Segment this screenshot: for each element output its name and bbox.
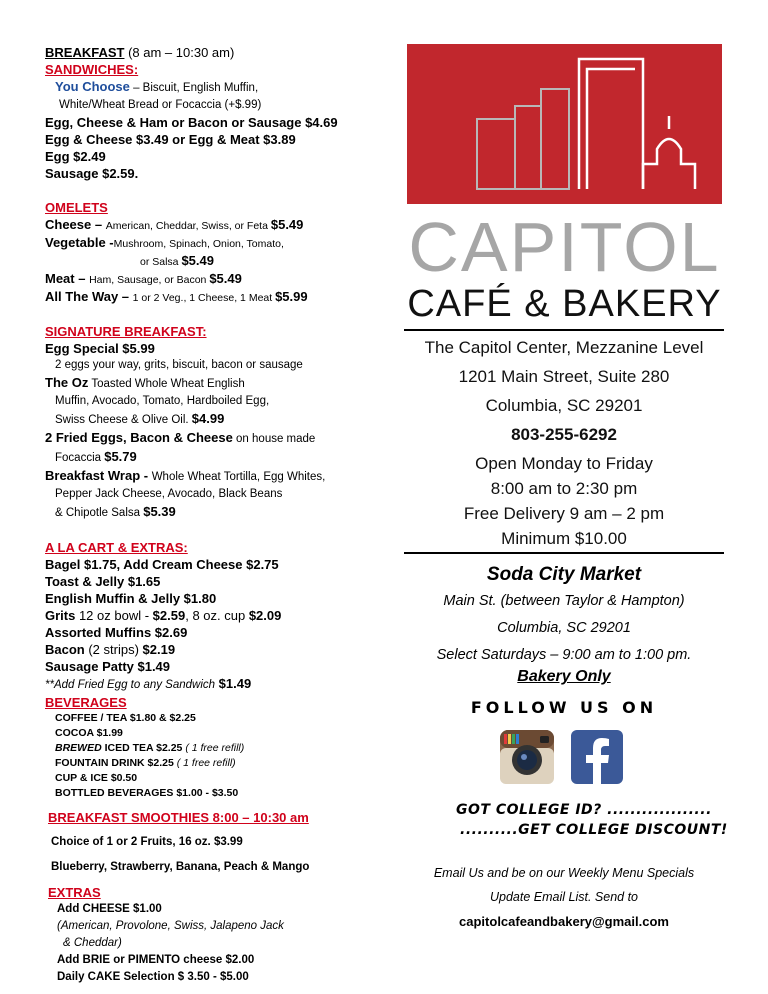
alacart-heading: A LA CART & EXTRAS: [45,540,188,555]
sandwich-item: Sausage $2.59. [45,166,139,181]
sandwich-item: Egg, Cheese & Ham or Bacon or Sausage $4.69 [45,115,338,130]
alacart-item: Toast & Jelly $1.65 [45,574,161,589]
facebook-icon[interactable] [571,730,623,784]
alacart-item: English Muffin & Jelly $1.80 [45,591,217,606]
bakery-only-label: Bakery Only [517,668,611,685]
omelets-heading: OMELETS [45,200,108,215]
location-line: The Capitol Center, Mezzanine Level [424,338,704,357]
breakfast-header: BREAKFAST (8 am – 10:30 am) [45,45,235,60]
extras-desc: & Cheddar) [63,937,122,949]
open-days: Open Monday to Friday [475,454,653,473]
alacart-item: Bacon (2 strips) $2.19 [45,642,176,657]
extras-item: Add BRIE or PIMENTO cheese $2.00 [57,954,255,966]
alacart-item: Bagel $1.75, Add Cream Cheese $2.75 [45,557,279,572]
instagram-icon[interactable] [500,730,554,784]
brand-title: CAPITOL [408,208,721,286]
signature-desc: Muffin, Avocado, Tomato, Hardboiled Egg, [55,395,270,407]
email-line-2: Update Email List. Send to [490,890,638,904]
sandwich-item: Egg & Cheese $3.49 or Egg & Meat $3.89 [45,132,296,147]
beverage-item: COFFEE / TEA $1.80 & $2.25 [55,712,196,724]
signature-desc: Focaccia $5.79 [55,449,137,464]
street-line: 1201 Main Street, Suite 280 [458,367,670,386]
soda-city-section [404,562,724,669]
smoothie-item: Choice of 1 or 2 Fruits, 16 oz. $3.99 [51,836,243,848]
extras-heading: EXTRAS [48,885,101,900]
sandwich-item: Egg $2.49 [45,149,106,164]
soda-city-street: Main St. (between Taylor & Hampton) [443,593,685,609]
signature-desc: Swiss Cheese & Olive Oil. $4.99 [55,411,225,426]
beverages-list [45,711,390,801]
you-choose-line: You Choose – Biscuit, English Muffin, [55,79,259,94]
beverage-item: BOTTLED BEVERAGES $1.00 - $3.50 [55,787,239,799]
email-address[interactable]: capitolcafeandbakery@gmail.com [459,914,669,929]
signature-desc: 2 eggs your way, grits, biscuit, bacon or sausage [55,359,303,371]
omelet-item: Vegetable -Mushroom, Spinach, Onion, Tomato, [45,235,284,250]
beverage-item: FOUNTAIN DRINK $2.25 ( 1 free refill) [55,757,236,769]
signature-desc: Pepper Jack Cheese, Avocado, Black Beans [55,488,283,500]
signature-item: Breakfast Wrap - Whole Wheat Tortilla, Egg Whites, [45,468,326,483]
delivery-line: Free Delivery 9 am – 2 pm [463,504,665,523]
smoothie-item: Blueberry, Strawberry, Banana, Peach & Mango [51,861,310,873]
extras-list [45,901,390,986]
city-line: Columbia, SC 29201 [485,396,643,415]
extras-item: Daily CAKE Selection $ 3.50 - $5.00 [57,971,249,983]
signature-item: 2 Fried Eggs, Bacon & Cheese on house made [45,430,316,445]
signature-item: The Oz Toasted Whole Wheat English [45,375,245,390]
omelet-item: Meat – Ham, Sausage, or Bacon $5.49 [45,271,242,286]
follow-us-label: FOLLOW US ON [470,698,658,717]
minimum-line: Minimum $10.00 [501,529,627,548]
beverage-item: CUP & ICE $0.50 [55,772,138,784]
beverage-item: BREWED ICED TEA $2.25 ( 1 free refill) [55,742,245,754]
alacart-item: Sausage Patty $1.49 [45,659,171,674]
smoothies-heading: BREAKFAST SMOOTHIES 8:00 – 10:30 am [48,810,309,825]
college-line-2: ..........GET COLLEGE DISCOUNT! [460,822,728,838]
soda-city-title: Soda City Market [486,564,642,585]
alacart-item: Assorted Muffins $2.69 [45,625,188,640]
omelet-item: All The Way – 1 or 2 Veg., 1 Cheese, 1 Meat $5.99 [45,289,308,304]
omelet-item: Cheese – American, Cheddar, Swiss, or Feta $5.49 [45,217,304,232]
sandwiches-heading: SANDWICHES: [45,62,139,77]
phone-number: 803-255-6292 [511,425,617,444]
open-hours: 8:00 am to 2:30 pm [490,479,638,498]
alacart-item: **Add Fried Egg to any Sandwich $1.49 [45,676,252,691]
alacart-item: Grits 12 oz bowl - $2.59, 8 oz. cup $2.09 [45,608,282,623]
soda-city-hours: Select Saturdays – 9:00 am to 1:00 pm. [436,647,692,663]
beverage-item: COCOA $1.99 [55,727,123,739]
omelet-item-cont: or Salsa $5.49 [140,253,214,268]
beverages-heading: BEVERAGES [45,695,127,710]
skyline-icon [407,44,722,204]
menu-left-column [45,44,390,986]
email-line-1: Email Us and be on our Weekly Menu Specials [433,866,695,880]
soda-city-city: Columbia, SC 29201 [497,620,631,636]
bread-line: White/Wheat Bread or Focaccia (+$.99) [59,99,262,111]
signature-item: Egg Special $5.99 [45,341,155,356]
divider [404,329,724,331]
contact-info [404,334,724,552]
college-line-1: GOT COLLEGE ID? .................. [456,802,712,818]
extras-desc: (American, Provolone, Swiss, Jalapeno Jack [57,920,284,932]
signature-heading: SIGNATURE BREAKFAST: [45,324,207,339]
extras-item: Add CHEESE $1.00 [57,903,162,915]
divider [404,552,724,554]
signature-desc: & Chipotle Salsa $5.39 [55,504,176,519]
brand-subtitle: CAFÉ & BAKERY [407,283,722,325]
logo-skyline-box [407,44,722,204]
